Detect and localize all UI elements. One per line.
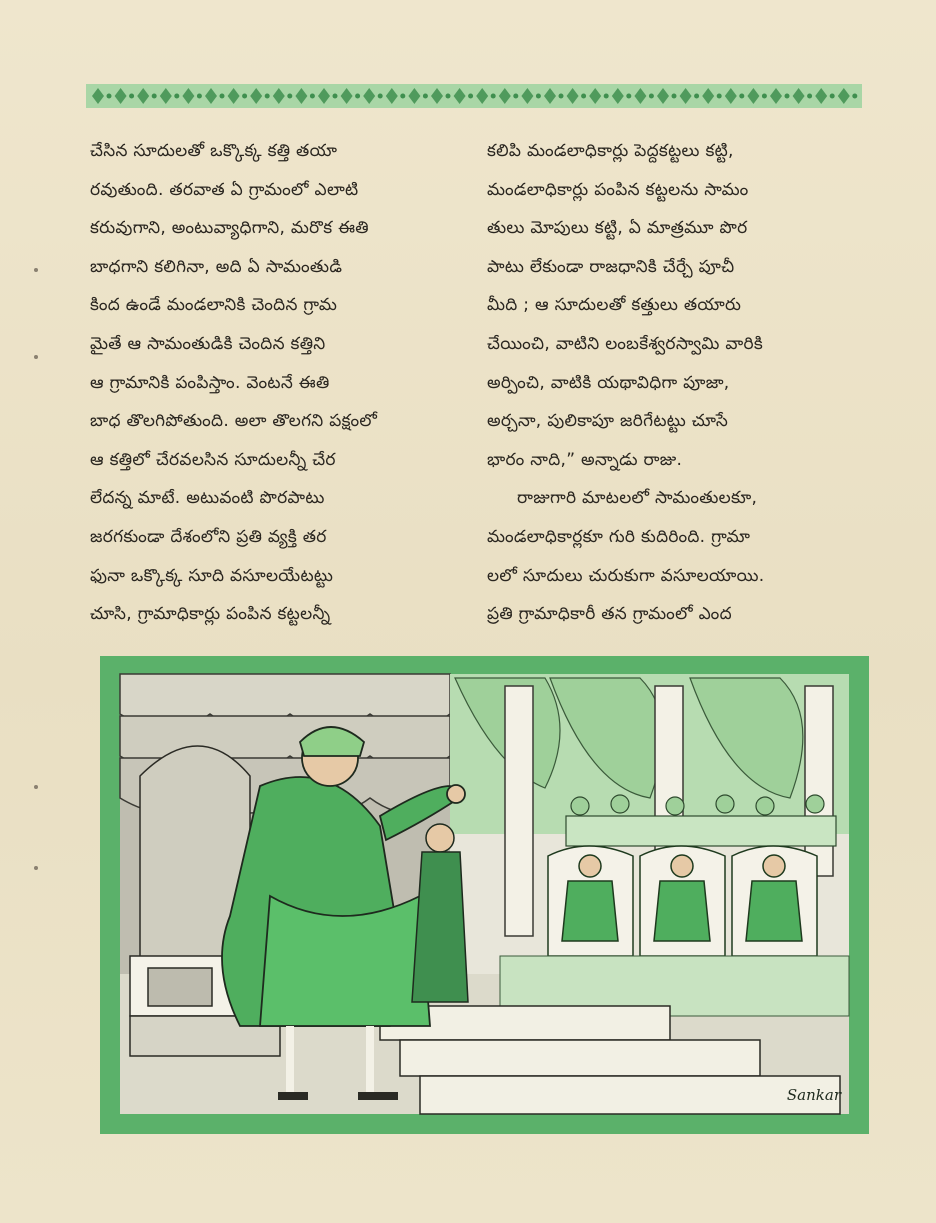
text-line: మైతే ఆ సామంతుడికి చెందిన కత్తిని [90, 333, 326, 354]
text-line: రాజుగారి మాటలలో సామంతులకూ, [517, 488, 758, 509]
text-line: లలో సూదులు చురుకుగా వసూలయాయి. [487, 565, 765, 586]
text-line: తులు మోపులు కట్టి, ఏ మాత్రమూ పొర [487, 218, 748, 239]
text-line: మీది ; ఆ సూదులతో కత్తులు తయారు [487, 295, 742, 316]
left-column [90, 132, 466, 634]
margin-dot [34, 785, 38, 789]
artist-signature: Sankar [786, 1086, 841, 1104]
text-line: మండలాధికార్లు పంపిన కట్టలను సామం [487, 179, 749, 200]
text-line: చేసిన సూదులతో ఒక్కొక్క కత్తి తయా [90, 141, 338, 161]
text-line: ఆ గ్రామానికి పంపిస్తాం. వెంటనే ఈతి [90, 372, 330, 393]
text-line: కింద ఉండే మండలానికి చెందిన గ్రామ [90, 295, 338, 316]
margin-dot [34, 355, 38, 359]
text-line: జరగకుండా దేశంలోని ప్రతి వ్యక్తి తర [90, 526, 327, 547]
court-scene-icon [100, 656, 869, 1134]
text-line: చేయించి, వాటిని లంబకేశ్వరస్వామి వారికి [487, 333, 764, 354]
right-paragraph-1 [487, 132, 863, 479]
text-line: కలిపి మండలాధికార్లు పెద్దకట్టలు కట్టి, [487, 141, 734, 161]
text-line: చూసి, గ్రామాధికార్లు పంపిన కట్టలన్నీ [90, 604, 331, 625]
court-scene-illustration [100, 656, 869, 1134]
text-line: బాధ తొలగిపోతుంది. అలా తొలగని పక్షంలో [90, 411, 378, 432]
text-line: మండలాధికార్లకూ గురి కుదిరింది. గ్రామా [487, 526, 751, 547]
right-paragraph-2 [487, 479, 863, 633]
margin-dot [34, 268, 38, 272]
text-line: కరువుగాని, అంటువ్యాధిగాని, మరొక ఈతి [90, 218, 369, 239]
left-paragraph [90, 132, 466, 634]
margin-dot [34, 866, 38, 870]
text-line: అర్చనా, పులికాపూ జరిగేటట్టు చూసే [487, 411, 729, 432]
right-column [487, 132, 863, 634]
text-line: రవుతుంది. తరవాత ఏ గ్రామంలో ఎలాటి [90, 179, 359, 200]
text-line: లేదన్న మాటే. అటువంటి పొరపాటు [90, 488, 325, 509]
text-line: ఆ కత్తిలో చేరవలసిన సూదులన్నీ చేర [90, 449, 336, 470]
text-line: భారం నాది,” అన్నాడు రాజు. [487, 449, 683, 470]
text-line: బాధగాని కలిగినా, అది ఏ సామంతుడి [90, 256, 343, 277]
text-line: అర్పించి, వాటికి యథావిధిగా పూజా, [487, 372, 730, 393]
text-line: ప్రతి గ్రామాధికారీ తన గ్రామంలో ఎంద [487, 604, 732, 625]
decorative-border-icon [86, 80, 862, 112]
text-line: ఫునా ఒక్కొక్క సూది వసూలయేటట్టు [90, 565, 334, 586]
text-line: పాటు లేకుండా రాజధానికి చేర్చే పూచీ [487, 256, 735, 277]
